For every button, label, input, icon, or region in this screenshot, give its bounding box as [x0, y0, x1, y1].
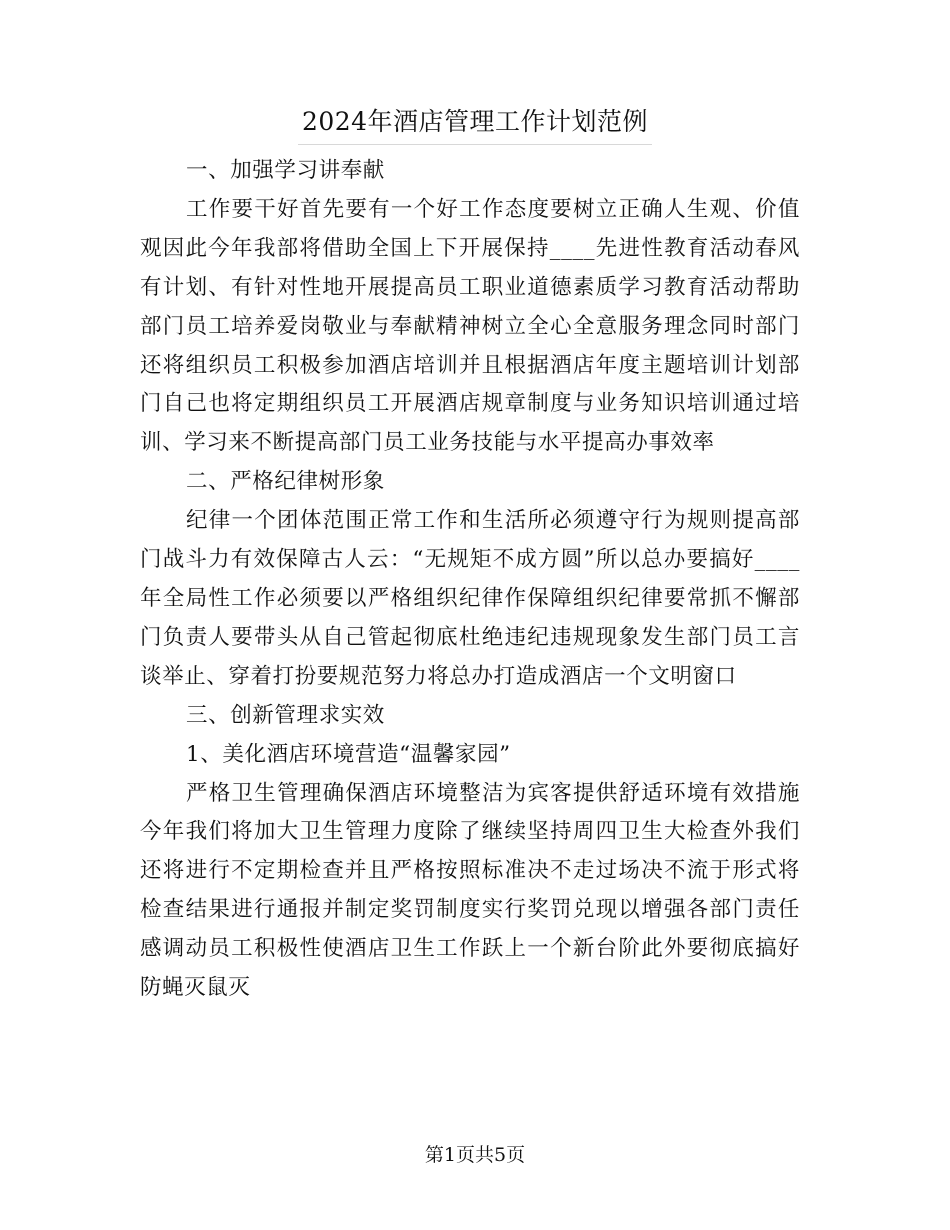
section-heading: 二、严格纪律树形象 [186, 469, 385, 495]
subsection-heading: 1、美化酒店环境营造“温馨家园” [186, 741, 511, 767]
page-number: 第1页共5页 [424, 1144, 526, 1166]
title-container [0, 100, 950, 145]
document-title: 2024年酒店管理工作计划范例 [298, 100, 652, 145]
body-paragraph: 纪律一个团体范围正常工作和生活所必须遵守行为规则提高部门战斗力有效保障古人云：“无规矩不成方圆”所以总办要搞好____年全局性工作必须要以严格组织纪律作保障组织纪律要常抓不懈部门负责人要带头从自己管起彻底杜绝违纪违规现象发生部门员工言谈举止、穿着打扮要规范努力将总办打造成酒店一个文明窗口 [140, 508, 800, 689]
body-paragraph: 严格卫生管理确保酒店环境整洁为宾客提供舒适环境有效措施今年我们将加大卫生管理力度除了继续坚持周四卫生大检查外我们还将进行不定期检查并且严格按照标准决不走过场决不流于形式将检查结果进行通报并制定奖罚制度实行奖罚兑现以增强各部门责任感调动员工积极性使酒店卫生工作跃上一个新台阶此外要彻底搞好防蝇灭鼠灭 [140, 780, 800, 1001]
body-paragraph: 工作要干好首先要有一个好工作态度要树立正确人生观、价值观因此今年我部将借助全国上下开展保持____先进性教育活动春风有计划、有针对性地开展提高员工职业道德素质学习教育活动帮助部门员工培养爱岗敬业与奉献精神树立全心全意服务理念同时部门还将组织员工积极参加酒店培训并且根据酒店年度主题培训计划部门自己也将定期组织员工开展酒店规章制度与业务知识培训通过培训、学习来不断提高部门员工业务技能与水平提高办事效率 [140, 196, 800, 456]
section-heading: 一、加强学习讲奉献 [186, 158, 385, 183]
section-heading: 三、创新管理求实效 [186, 702, 385, 728]
document-body [140, 152, 800, 1008]
